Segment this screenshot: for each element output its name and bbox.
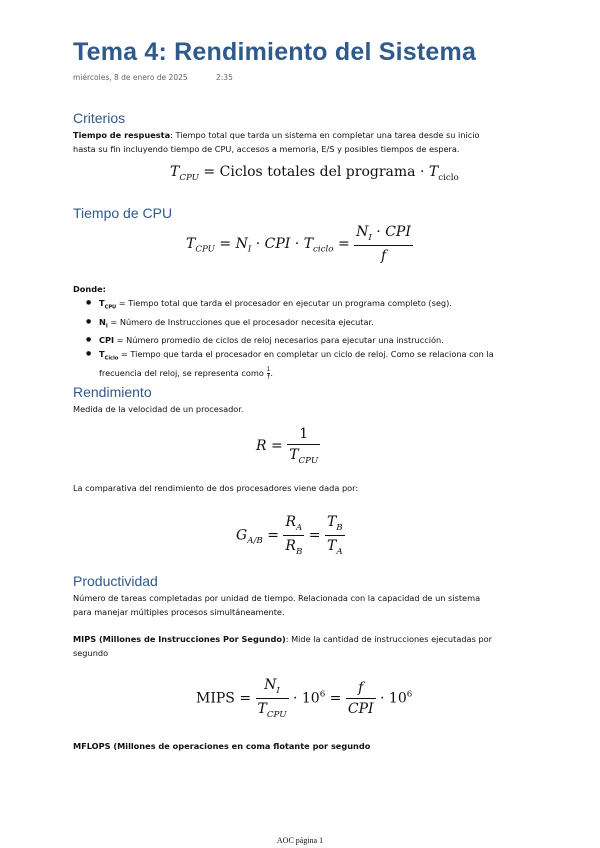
page-title: Tema 4: Rendimiento del Sistema — [73, 38, 477, 66]
formula-symbol: f — [358, 679, 364, 696]
definitions-list — [73, 296, 494, 381]
formula-symbol: T — [327, 537, 337, 554]
formula-symbol: T — [257, 700, 267, 717]
formula-subscript: A/B — [247, 536, 263, 547]
formula-subscript: I — [276, 685, 280, 696]
formula-tiempo-respuesta: $T_{CPU}$ = Ciclos totales del programa · $T_{ciclo}$ — [170, 164, 459, 183]
formula-fraction — [283, 514, 304, 557]
list-item — [99, 347, 494, 381]
formula-subscript: A — [295, 522, 303, 533]
mflops-text: MFLOPS (Millones de operaciones en coma flotante por segundo — [73, 741, 371, 751]
mips-text: : Mide la cantidad de instrucciones ejecutadas por — [285, 634, 493, 644]
formula-tiempo-cpu: $T_{CPU} = N_I$ · CPI · $T_{ciclo}$ = $\frac{N_I \cdot CPI}{f}$ — [186, 224, 411, 264]
rendimiento-desc: Medida de la velocidad de un procesador. — [73, 404, 244, 414]
formula-symbol: f — [380, 247, 387, 264]
formula-symbol: T — [186, 235, 196, 252]
donde-label: Donde: — [73, 284, 106, 294]
def-symbol: CPI — [99, 335, 115, 346]
formula-symbol: CPI — [385, 224, 411, 240]
formula-exponent: 6 — [319, 689, 326, 700]
heading-criterios: Criterios — [73, 110, 126, 126]
formula-subscript: I — [247, 244, 252, 255]
formula-symbol: G — [236, 527, 248, 544]
def-end: . — [270, 367, 273, 378]
formula-symbol: T — [170, 164, 180, 180]
formula-subscript: CPU — [266, 709, 287, 720]
formula-fraction — [325, 514, 345, 557]
formula-fraction — [346, 680, 376, 717]
formula-text: Ciclos totales del programa — [219, 164, 416, 180]
formula-number: 10 — [388, 690, 407, 707]
def-text-continued: frecuencia del reloj, se representa como — [99, 367, 264, 378]
criterios-paragraph-line2: hasta su fin incluyendo tiempo de CPU, accesos a memoria, E/S y posibles tiempos de espera. — [73, 144, 460, 154]
heading-productividad: Productividad — [73, 573, 158, 589]
formula-subscript: CPU — [195, 244, 215, 255]
formula-subscript: CPU — [179, 172, 199, 183]
criterios-paragraph-line1 — [73, 128, 480, 142]
def-subscript: Ciclo — [104, 355, 119, 362]
formula-subscript: B — [336, 522, 343, 533]
def-subscript: I — [105, 323, 108, 330]
formula-subscript: B — [295, 546, 303, 557]
productividad-line2: para manejar múltiples procesos simultáneamente. — [73, 607, 285, 617]
formula-comparativa: $G_{A/B}$ = $\frac{R_A}{R_B}$ = $\frac{T_B}{T_A}$ — [236, 514, 343, 557]
page-footer: AOC página 1 — [276, 836, 324, 845]
fraction-denominator: f — [267, 373, 270, 381]
def-text: = Número de Instrucciones que el procesador necesita ejecutar. — [107, 316, 374, 327]
def-symbol: T — [99, 349, 105, 360]
formula-symbol: CPI — [264, 235, 291, 252]
productividad-line1: Número de tareas completadas por unidad de tiempo. Relacionada con la capacidad de un sistema — [73, 593, 481, 603]
formula-fraction — [256, 677, 289, 720]
formula-symbol: N — [264, 677, 277, 693]
formula-rendimiento: R = $\frac{1}{T_{CPU}}$ — [256, 426, 319, 466]
comparativa-text: La comparativa del rendimiento de dos procesadores viene dada por: — [73, 483, 359, 493]
formula-symbol: R — [285, 514, 296, 530]
page-date: miércoles, 8 de enero de 2025 — [73, 73, 188, 82]
formula-exponent: 6 — [406, 689, 413, 700]
mips-paragraph-line1 — [73, 632, 492, 646]
formula-fraction: $\frac{N_I \cdot CPI}{f}$ — [356, 224, 411, 264]
page-time: 2:35 — [216, 73, 233, 82]
mips-paragraph-line2: segundo — [73, 648, 109, 658]
def-symbol: T — [99, 298, 105, 308]
formula-symbol: T — [303, 235, 314, 252]
list-item — [99, 296, 494, 315]
formula-subscript: CPU — [298, 455, 319, 466]
formula-mips: MIPS = $\frac{N_I}{T_{CPU}}$ · $10^6$ = $\frac{f}{\text{CPI}}$ · $10^6$ — [196, 677, 413, 720]
formula-symbol: CPI — [347, 700, 374, 717]
formula-fraction — [287, 426, 320, 466]
formula-subscript: I — [368, 232, 372, 243]
formula-symbol: R — [285, 537, 296, 554]
formula-symbol: T — [428, 164, 439, 180]
def-subscript: CPU — [104, 304, 117, 311]
formula-symbol: R — [256, 437, 267, 454]
def-symbol: N — [99, 316, 106, 327]
formula-text: MIPS — [196, 690, 235, 707]
formula-symbol: N — [356, 224, 369, 240]
list-item — [99, 333, 494, 347]
mips-term: MIPS (Millones de Instrucciones Por Segundo) — [73, 634, 286, 644]
fraction-numerator: 1 — [287, 426, 320, 445]
fraction-numerator: 1 — [266, 365, 271, 373]
def-text: = Número promedio de ciclos de reloj necesarios para ejecutar una instrucción. — [114, 335, 444, 346]
criterios-term: Tiempo de respuesta — [73, 130, 171, 140]
formula-symbol: T — [289, 447, 299, 463]
def-text: = Tiempo total que tarda el procesador en ejecutar un programa completo (seg). — [116, 298, 452, 308]
formula-subscript: A — [336, 546, 343, 557]
formula-subscript: ciclo — [313, 244, 334, 255]
criterios-text-1: : Tiempo total que tarda un sistema en completar una tarea desde su inicio — [170, 130, 480, 140]
list-item — [99, 315, 494, 334]
formula-number: 10 — [301, 690, 320, 707]
formula-subscript: ciclo — [438, 172, 459, 183]
heading-rendimiento: Rendimiento — [73, 384, 152, 400]
heading-tiempo-cpu: Tiempo de CPU — [73, 205, 173, 221]
formula-symbol: N — [235, 235, 248, 252]
def-text: = Tiempo que tarda el procesador en completar un ciclo de reloj. Como se relaciona con la — [118, 349, 494, 360]
formula-symbol: T — [326, 514, 337, 530]
